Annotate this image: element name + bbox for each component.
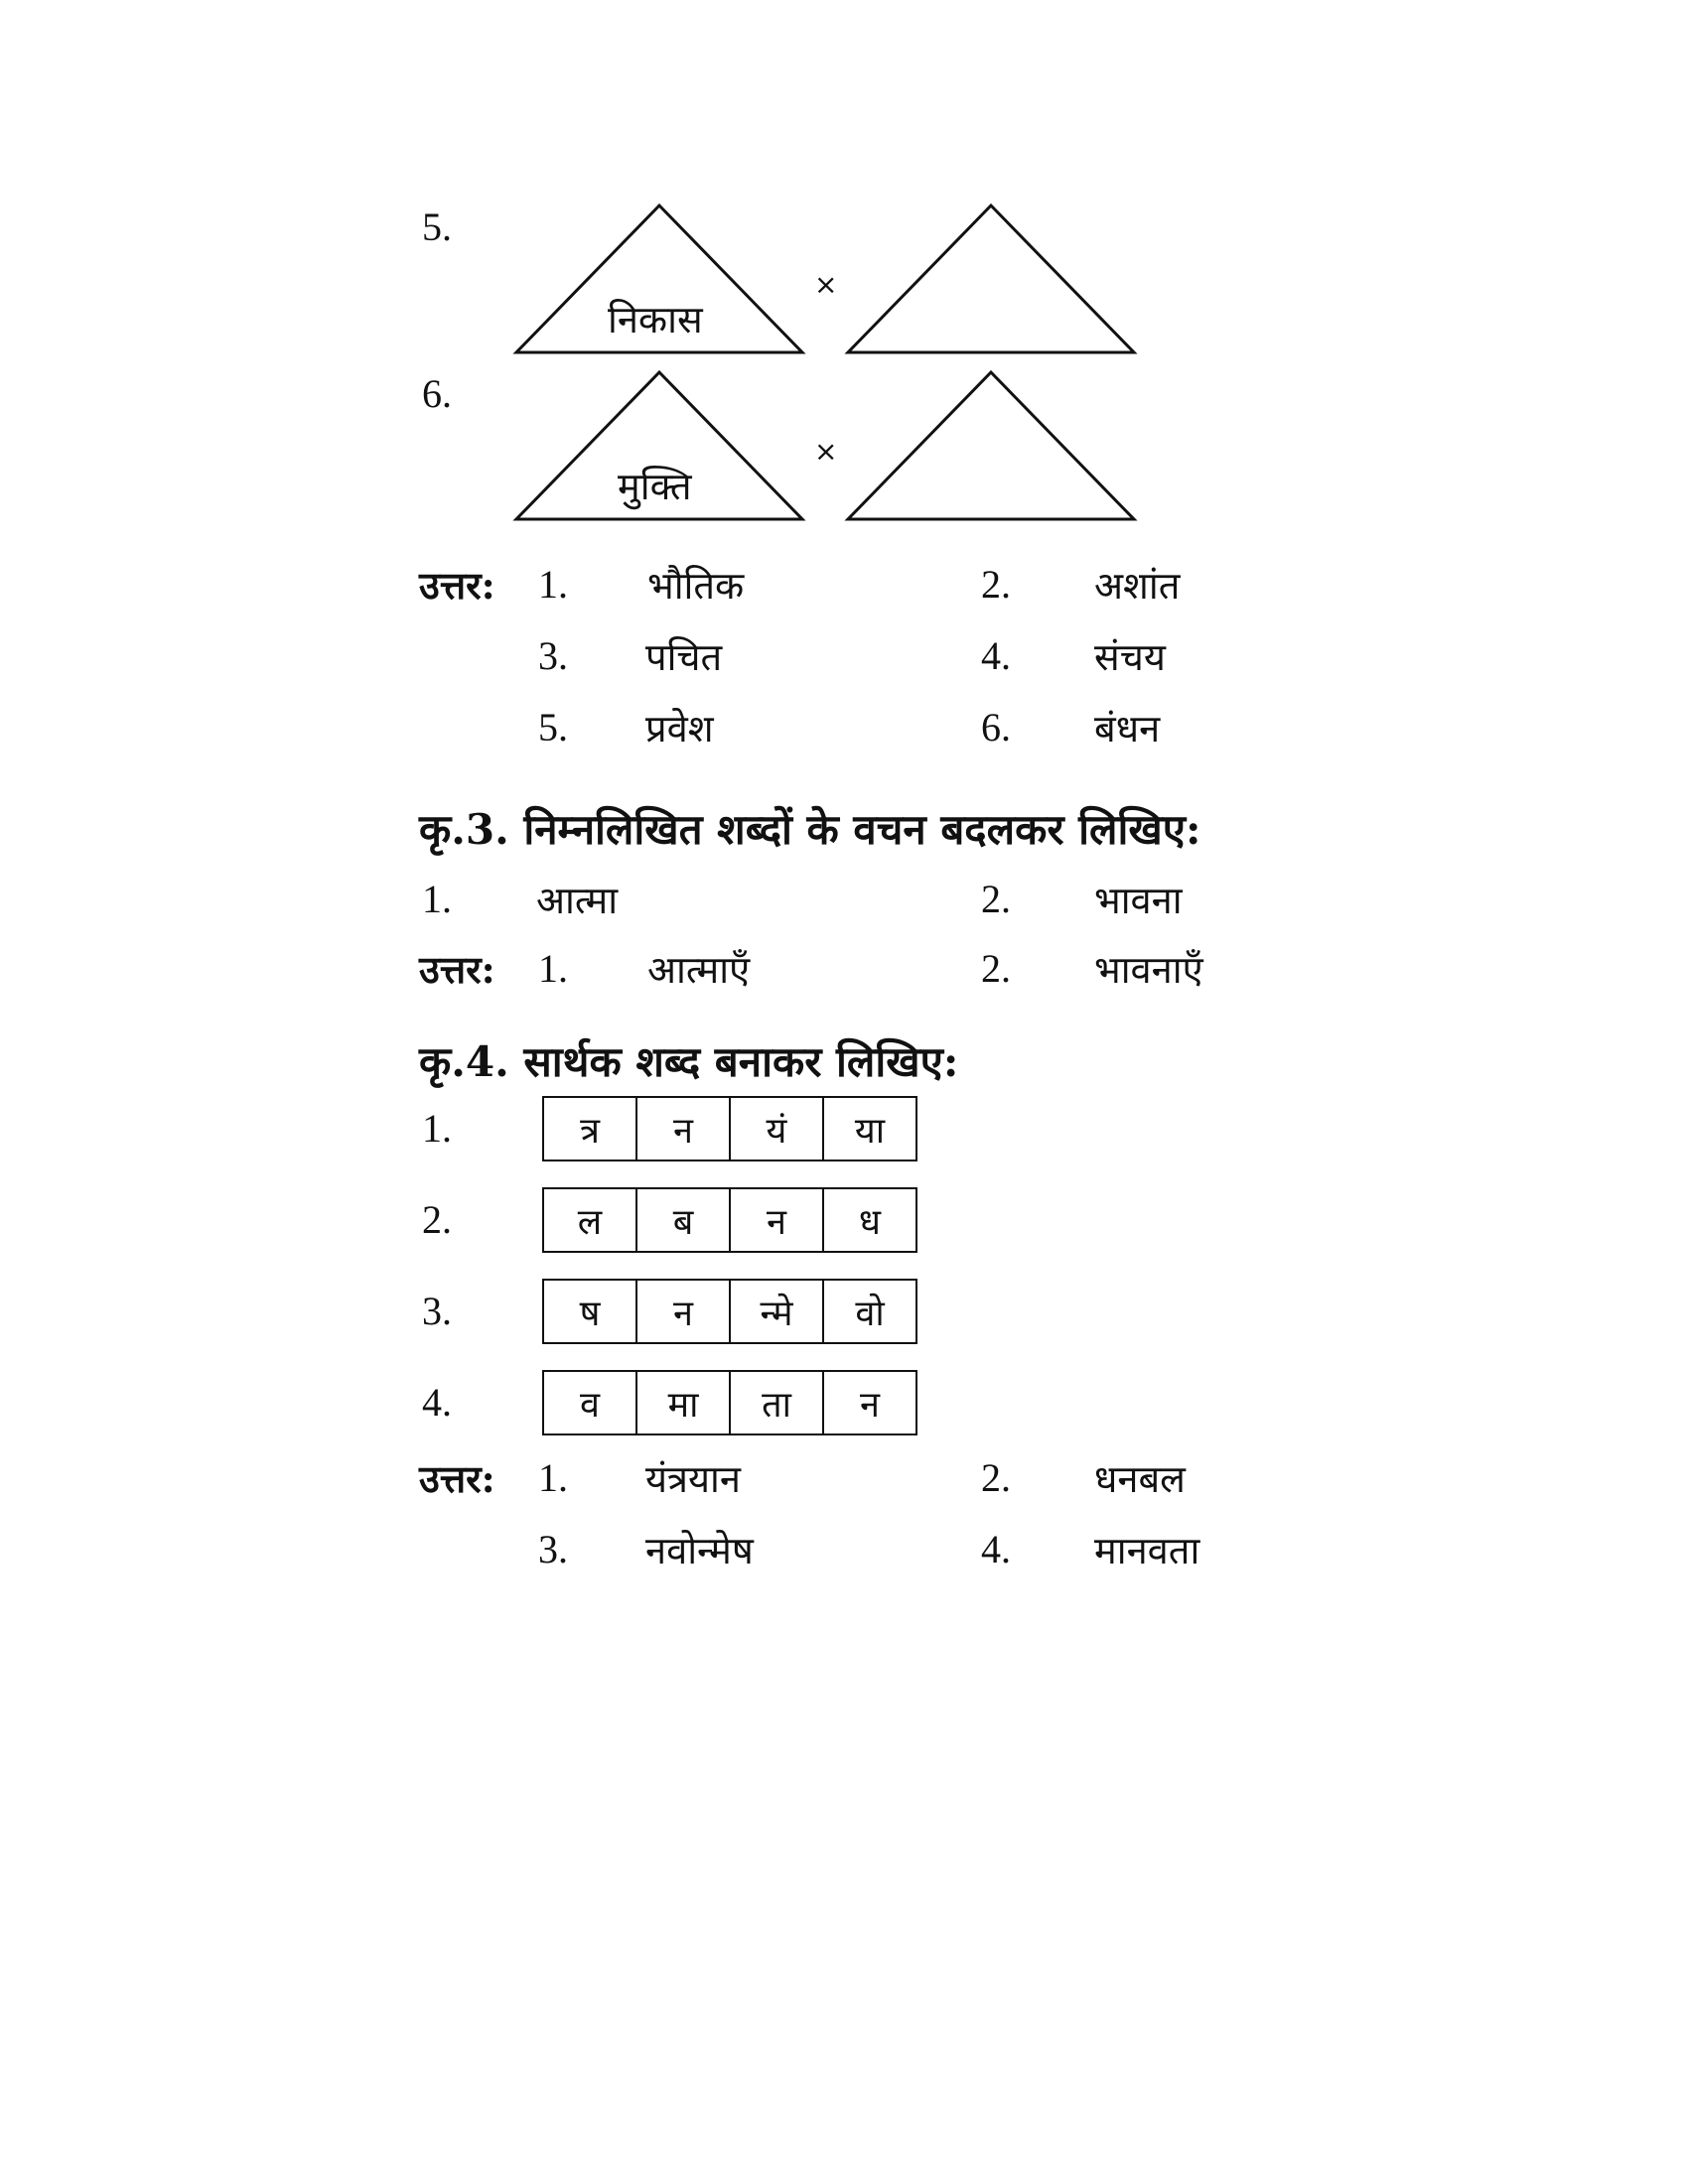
answer-word: आत्माएँ (647, 948, 751, 992)
answer-word: बंधन (1094, 707, 1161, 751)
letter-box: ध (822, 1187, 917, 1253)
answer-number: 3. (538, 633, 568, 678)
triangle-right-blank (846, 370, 1136, 521)
answer-word: धनबल (1094, 1457, 1186, 1501)
letter-box-row (542, 1187, 917, 1251)
question-heading: कृ.3. निम्नलिखित शब्दों के वचन बदलकर लिखिए: (419, 805, 1201, 854)
triangle-right-blank (846, 204, 1136, 354)
answer-word: प्रवेश (645, 707, 714, 751)
letter-box-row (542, 1279, 917, 1342)
answer-number: 2. (981, 562, 1011, 607)
letter-box: व (542, 1370, 637, 1435)
item-word: आत्मा (536, 879, 619, 922)
answer-word: अशांत (1094, 564, 1181, 608)
answer-number: 4. (981, 633, 1011, 678)
answer-word: पचित (645, 635, 723, 679)
item-number: 6. (422, 371, 452, 416)
item-number: 1. (422, 877, 452, 921)
answer-number: 2. (981, 1455, 1011, 1500)
answer-word: भौतिक (647, 564, 745, 608)
answer-number: 1. (538, 1455, 568, 1500)
letter-box: यं (729, 1096, 824, 1161)
answer-word: भावनाएँ (1094, 948, 1203, 992)
answer-label: उत्तर: (419, 947, 495, 992)
answer-number: 1. (538, 946, 568, 991)
answer-label: उत्तर: (419, 563, 495, 608)
opposite-sign: × (814, 435, 838, 468)
item-number: 2. (422, 1197, 452, 1242)
answer-word: संचय (1094, 635, 1166, 679)
letter-box: या (822, 1096, 917, 1161)
letter-box: न (635, 1096, 731, 1161)
answer-number: 2. (981, 946, 1011, 991)
letter-box: त्र (542, 1096, 637, 1161)
answer-label: उत्तर: (419, 1456, 495, 1501)
letter-box: न्मे (729, 1279, 824, 1344)
answer-word: नवोन्मेष (645, 1529, 754, 1572)
letter-box: ता (729, 1370, 824, 1435)
letter-box-row (542, 1370, 917, 1433)
item-number: 4. (422, 1380, 452, 1425)
letter-box: न (822, 1370, 917, 1435)
item-number: 3. (422, 1289, 452, 1333)
triangle-word: निकास (608, 298, 703, 341)
letter-box: न (729, 1187, 824, 1253)
question-heading: कृ.4. सार्थक शब्द बनाकर लिखिए: (419, 1037, 959, 1086)
item-number: 2. (981, 877, 1011, 921)
letter-box-row (542, 1096, 917, 1160)
item-word: भावना (1094, 879, 1183, 922)
answer-number: 1. (538, 562, 568, 607)
answer-word: मानवता (1094, 1529, 1200, 1572)
letter-box: मा (635, 1370, 731, 1435)
answer-word: यंत्रयान (645, 1457, 741, 1501)
opposite-sign: × (814, 268, 838, 301)
answer-number: 3. (538, 1527, 568, 1571)
answer-number: 6. (981, 705, 1011, 750)
letter-box: वो (822, 1279, 917, 1344)
letter-box: ष (542, 1279, 637, 1344)
triangle-word: मुक्ति (618, 465, 692, 508)
answer-number: 4. (981, 1527, 1011, 1571)
answer-number: 5. (538, 705, 568, 750)
letter-box: न (635, 1279, 731, 1344)
letter-box: ल (542, 1187, 637, 1253)
item-number: 5. (422, 205, 452, 249)
letter-box: ब (635, 1187, 731, 1253)
item-number: 1. (422, 1106, 452, 1151)
